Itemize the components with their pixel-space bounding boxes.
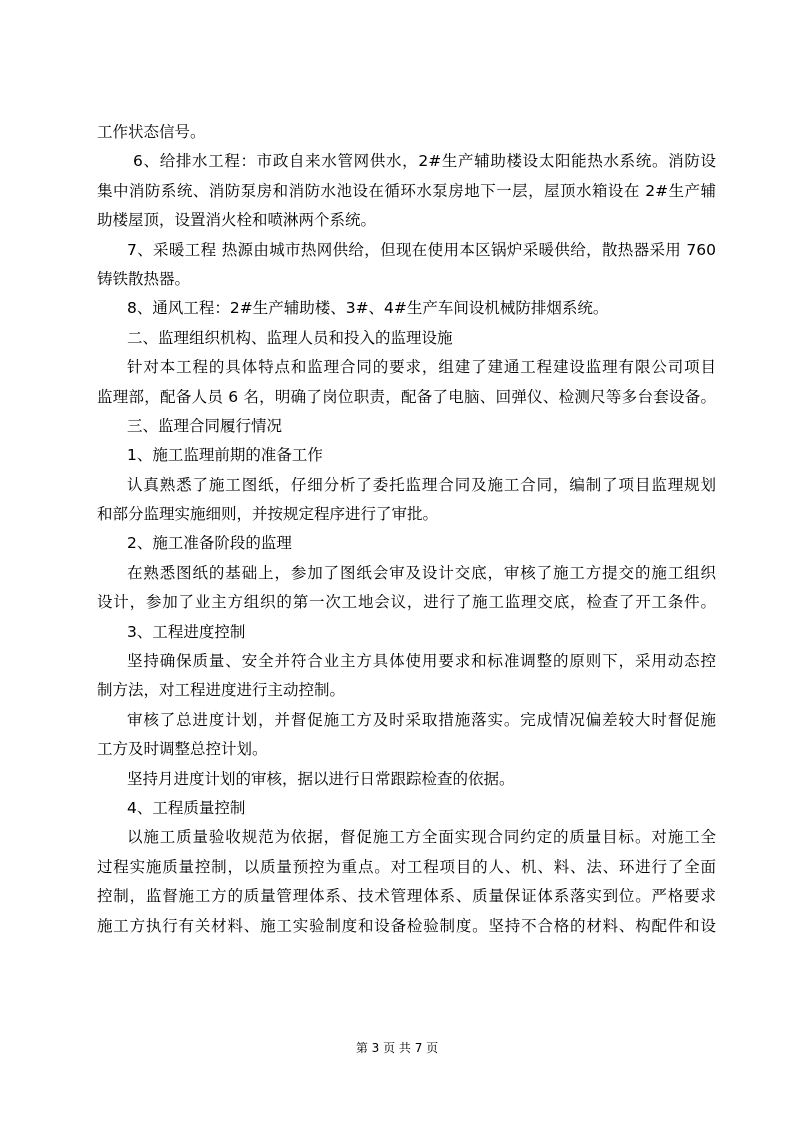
text-line: 控制，监督施工方的质量管理体系、技术管理体系、质量保证体系落实到位。严格要求	[97, 887, 716, 906]
text-line: 8、通风工程：2#生产辅助楼、3#、4#生产车间设机械防排烟系统。	[127, 299, 609, 318]
text-line: 3、工程进度控制	[127, 622, 246, 641]
text-line: 1、施工监理前期的准备工作	[127, 446, 323, 465]
text-line: 认真熟悉了施工图纸，仔细分析了委托监理合同及施工合同，编制了项目监理规划	[127, 475, 716, 494]
text-line: 坚持确保质量、安全并符合业主方具体使用要求和标准调整的原则下，采用动态控	[127, 652, 716, 671]
text-line: 工方及时调整总控计划。	[97, 740, 268, 759]
text-line: 审核了总进度计划，并督促施工方及时采取措施落实。完成情况偏差较大时督促施	[127, 710, 716, 729]
page-footer	[0, 1040, 794, 1056]
text-line: 制方法，对工程进度进行主动控制。	[97, 681, 346, 700]
text-line: 4、工程质量控制	[127, 798, 246, 817]
text-line: 坚持月进度计划的审核，据以进行日常跟踪检查的依据。	[127, 769, 515, 788]
text-line: 助楼屋顶，设置消火栓和喷淋两个系统。	[97, 211, 377, 230]
page-number: 第 3 页 共 7 页	[355, 1041, 439, 1055]
text-line: 铸铁散热器。	[97, 269, 191, 288]
text-line: 2、施工准备阶段的监理	[127, 534, 292, 553]
text-line: 7、采暖工程 热源由城市热网供给，但现在使用本区锅炉采暖供给，散热器采用 760	[127, 240, 716, 259]
text-line: 针对本工程的具体特点和监理合同的要求，组建了建通工程建设监理有限公司项目	[127, 358, 716, 377]
text-line: 工作状态信号。	[97, 123, 206, 141]
text-line: 监理部，配备人员 6 名，明确了岗位职责，配备了电脑、回弹仪、检测尺等多台套设备。	[97, 387, 716, 406]
text-line: 集中消防系统、消防泵房和消防水池设在循环水泵房地下一层，屋顶水箱设在 2#生产辅	[97, 181, 716, 200]
document-body	[97, 118, 716, 941]
text-line: 以施工质量验收规范为依据，督促施工方全面实现合同约定的质量目标。对施工全	[127, 828, 716, 847]
text-line: 三、监理合同履行情况	[127, 416, 283, 435]
text-line: 过程实施质量控制，以质量预控为重点。对工程项目的人、机、料、法、环进行了全面	[97, 857, 716, 876]
text-line: 二、监理组织机构、监理人员和投入的监理设施	[127, 328, 453, 347]
text-line: 6、给排水工程：市政自来水管网供水，2#生产辅助楼设太阳能热水系统。消防设	[133, 152, 716, 171]
text-line: 和部分监理实施细则，并按规定程序进行了审批。	[97, 505, 439, 524]
text-line: 施工方执行有关材料、施工实验制度和设备检验制度。坚持不合格的材料、构配件和设	[97, 916, 716, 935]
text-line: 在熟悉图纸的基础上，参加了图纸会审及设计交底，审核了施工方提交的施工组织	[127, 563, 716, 582]
text-line: 设计，参加了业主方组织的第一次工地会议，进行了施工监理交底，检查了开工条件。	[97, 593, 716, 612]
